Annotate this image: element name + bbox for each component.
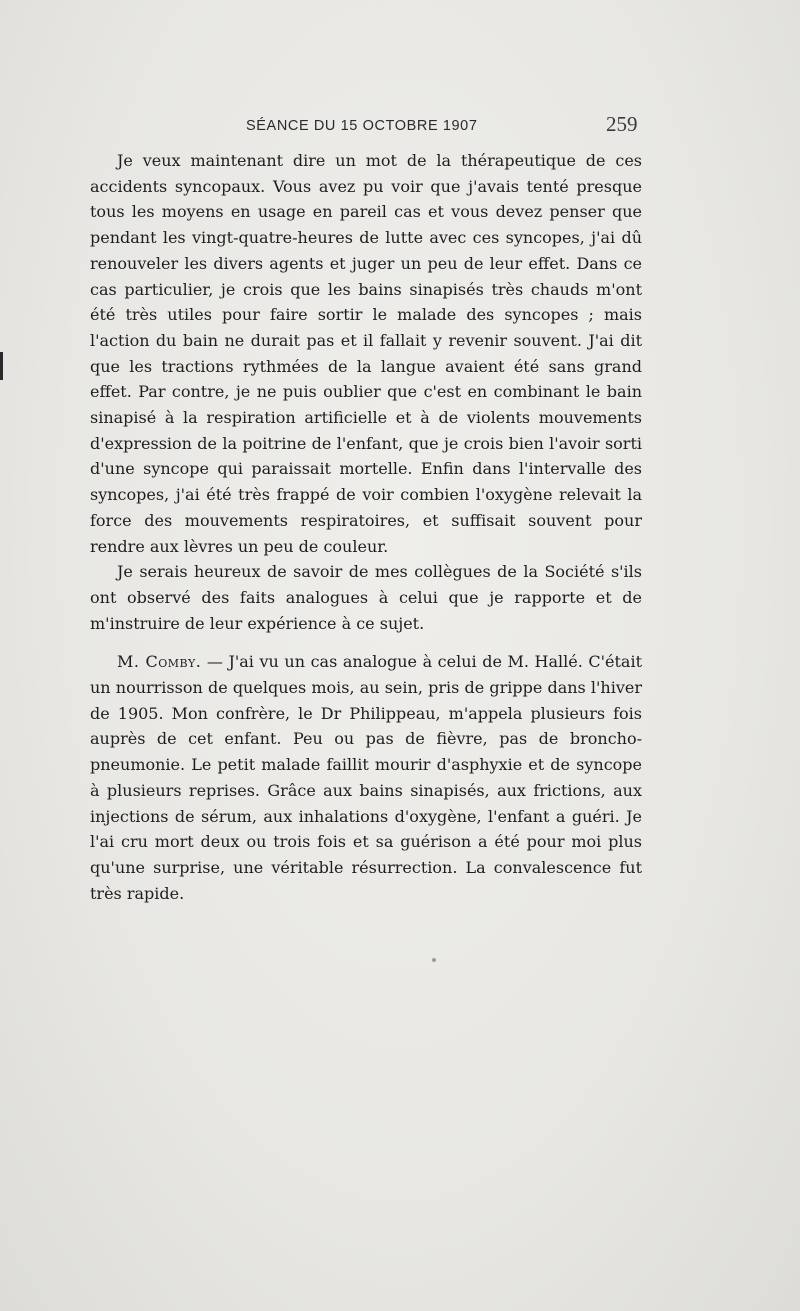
speaker-name: M. Comby.	[117, 652, 202, 672]
paragraph-therapeutics: Je veux maintenant dire un mot de la thérapeutique de ces accidents syncopaux. Vous avez pu voir que j'avais tenté presque tous les moyens en usage en pareil cas et vous devez penser que pendant les vingt-quatre-heures de lutte avec ces syncopes, j'ai dû renouveler les divers agents et juger un peu de leur effet. Dans ce cas particulier, je crois que les bains sinapisés très chauds m'ont été très utiles pour faire sortir le malade des syncopes ; mais l'action du bain ne durait pas et il fallait y revenir souvent. J'ai dit que les tractions rythmées de la langue avaient été sans grand effet. Par contre, je ne puis oublier que c'est en combinant le bain sinapisé à la respiration artificielle et à de violents mouvements d'expression de la poitrine de l'enfant, que je crois bien l'avoir sorti d'une syncope qui paraissait mortelle. Enfin dans l'intervalle des syncopes, j'ai été très frappé de voir combien l'oxygène relevait la force des mouvements respiratoires, et suffisait souvent pour rendre aux lèvres un peu de couleur.	[90, 151, 642, 556]
running-title: SÉANCE DU 15 OCTOBRE 1907	[246, 118, 478, 134]
page-number: 259	[606, 112, 638, 136]
page-header	[0, 112, 800, 142]
ink-speck	[432, 958, 436, 962]
paragraph-comby	[90, 649, 642, 906]
margin-mark	[0, 352, 3, 380]
paragraph-request: Je serais heureux de savoir de mes collègues de la Société s'ils ont observé des faits analogues à celui que je rapporte et de m'instruire de leur expérience à ce sujet.	[90, 562, 642, 633]
body-text	[90, 148, 642, 906]
comby-remarks: — J'ai vu un cas analogue à celui de M. Hallé. C'était un nourrisson de quelques mois, au sein, pris de grippe dans l'hiver de 1905. Mon confrère, le Dr Philippeau, m'appela plusieurs fois auprès de cet enfant. Peu ou pas de fièvre, pas de broncho-pneumonie. Le petit malade faillit mourir d'asphyxie et de syncope à plusieurs reprises. Grâce aux bains sinapisés, aux frictions, aux injections de sérum, aux inhalations d'oxygène, l'enfant a guéri. Je l'ai cru mort deux ou trois fois et sa guérison a été pour moi plus qu'une surprise, une véritable résurrection. La convalescence fut très rapide.	[90, 652, 643, 903]
